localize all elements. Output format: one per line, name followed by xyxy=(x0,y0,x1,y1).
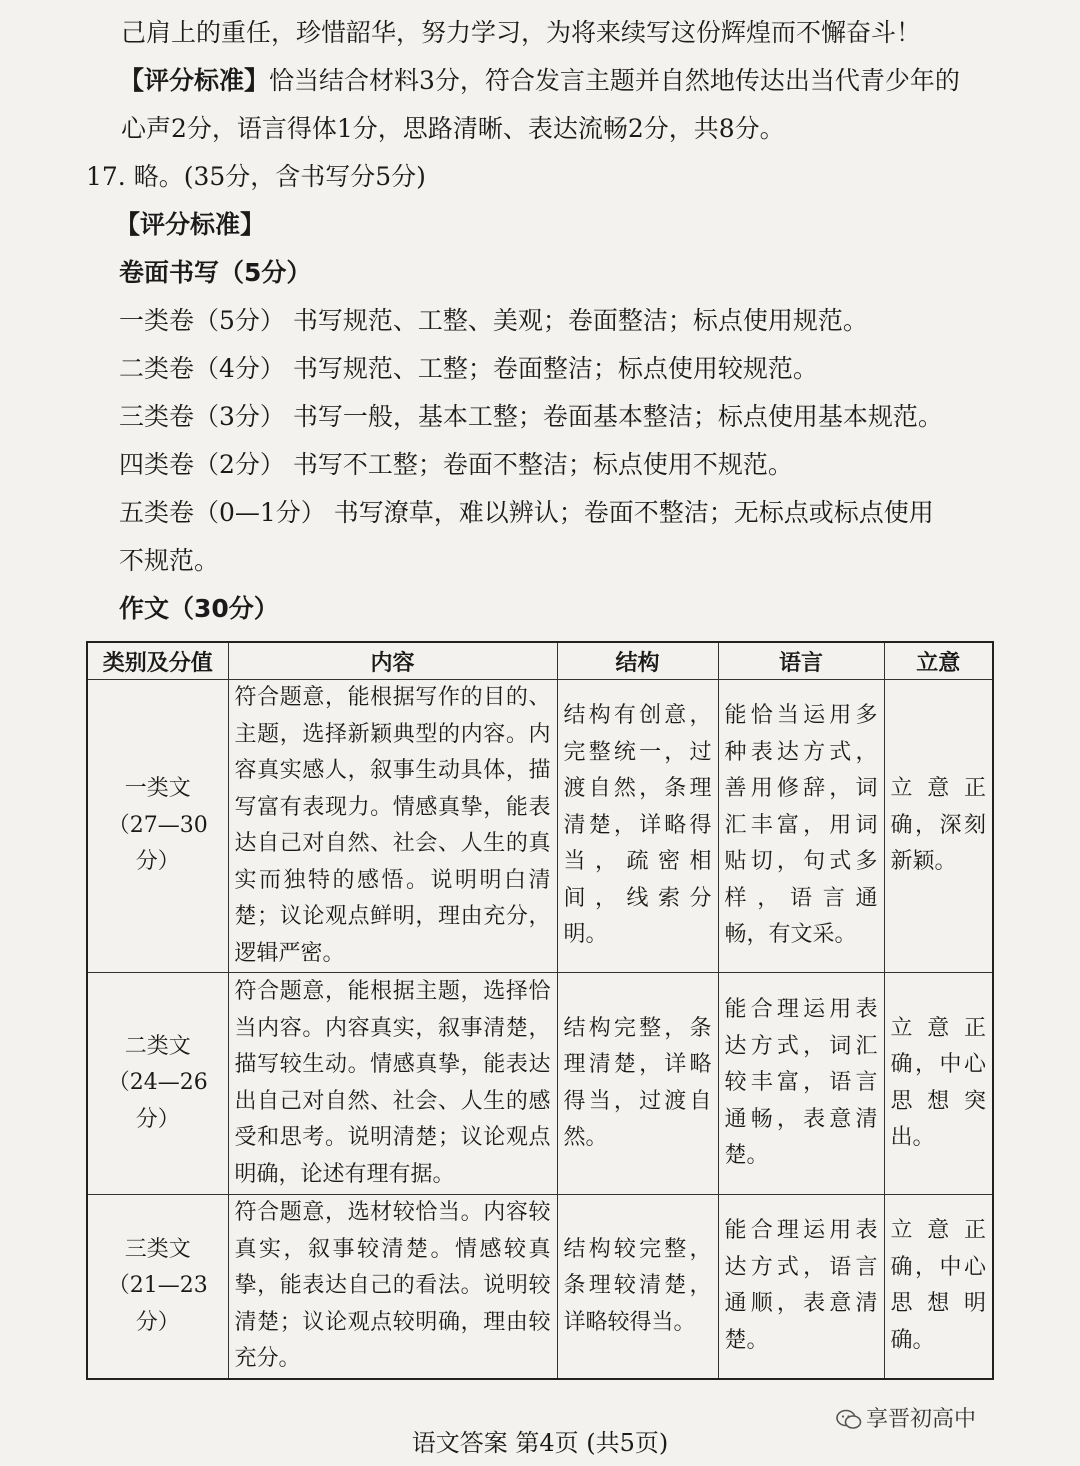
table-row xyxy=(87,680,993,973)
q17-heading: 17. 略。(35分，含书写分5分) xyxy=(86,162,426,191)
theme-cell: 立意正确，中心思想突出。 xyxy=(884,973,993,1195)
category-score: （27—30分） xyxy=(107,812,208,875)
column-header: 内容 xyxy=(228,642,557,680)
intro-line: 己肩上的重任，珍惜韶华，努力学习，为将来续写这份辉煌而不懈奋斗！ xyxy=(121,18,922,47)
column-header: 结构 xyxy=(557,642,718,680)
language-cell: 能合理运用表达方式，词汇较丰富，语言通畅，表意清楚。 xyxy=(718,973,884,1195)
q17-criteria-label: 【评分标准】 xyxy=(115,210,266,239)
table-row xyxy=(87,1195,993,1379)
language-cell: 能恰当运用多种表达方式，善用修辞，词汇丰富，用词贴切，句式多样，语言通畅，有文采。 xyxy=(718,680,884,973)
handwriting-level: 五类卷（0—1分） 书写潦草，难以辨认；卷面不整洁；无标点或标点使用 xyxy=(119,498,934,527)
category-name: 一类文 xyxy=(124,776,191,802)
column-header: 立意 xyxy=(884,642,993,680)
category-cell xyxy=(87,680,228,973)
intro-criteria xyxy=(119,64,960,98)
structure-cell: 结构完整，条理清楚，详略得当，过渡自然。 xyxy=(557,973,718,1195)
table-header-row xyxy=(87,642,993,680)
structure-cell: 结构有创意，完整统一，过渡自然，条理清楚，详略得当，疏密相间，线索分明。 xyxy=(557,680,718,973)
theme-cell: 立意正确，深刻新颖。 xyxy=(884,680,993,973)
intro-criteria-cont: 心声2分，语言得体1分，思路清晰、表达流畅2分，共8分。 xyxy=(121,114,785,143)
column-header: 语言 xyxy=(718,642,884,680)
handwriting-title: 卷面书写（5分） xyxy=(119,258,312,287)
handwriting-level: 四类卷（2分） 书写不工整；卷面不整洁；标点使用不规范。 xyxy=(119,450,793,479)
content-cell: 符合题意，能根据写作的目的、主题，选择新颖典型的内容。内容真实感人，叙事生动具体，描写富有表现力。情感真挚，能表达自己对自然、社会、人生的真实而独特的感悟。说明明白清楚；议论观点鲜明，理由充分，逻辑严密。 xyxy=(228,680,557,973)
essay-title: 作文（30分） xyxy=(119,594,279,623)
column-header: 类别及分值 xyxy=(87,642,228,680)
handwriting-level: 二类卷（4分） 书写规范、工整；卷面整洁；标点使用较规范。 xyxy=(119,354,818,383)
category-name: 三类文 xyxy=(124,1236,191,1262)
handwriting-level: 三类卷（3分） 书写一般，基本工整；卷面基本整洁；标点使用基本规范。 xyxy=(119,402,943,431)
category-name: 二类文 xyxy=(124,1033,191,1059)
structure-cell: 结构较完整，条理较清楚，详略较得当。 xyxy=(557,1195,718,1379)
theme-cell: 立意正确，中心思想明确。 xyxy=(884,1195,993,1379)
table-row xyxy=(87,973,993,1195)
content-cell: 符合题意，能根据主题，选择恰当内容。内容真实，叙事清楚，描写较生动。情感真挚，能表达出自己对自然、社会、人生的感受和思考。说明清楚；议论观点明确，论述有理有据。 xyxy=(228,973,557,1195)
page-footer: 语文答案 第4页 (共5页) xyxy=(411,1429,669,1457)
category-score: （24—26分） xyxy=(107,1070,208,1132)
category-score: （21—23分） xyxy=(107,1273,208,1335)
handwriting-level: 一类卷（5分） 书写规范、工整、美观；卷面整洁；标点使用规范。 xyxy=(119,306,868,335)
category-cell xyxy=(87,1195,228,1379)
criteria-text: 恰当结合材料3分，符合发言主题并自然地传达出当代青少年的 xyxy=(269,66,960,95)
content-cell: 符合题意，选材较恰当。内容较真实，叙事较清楚。情感较真挚，能表达自己的看法。说明较清楚；议论观点较明确，理由较充分。 xyxy=(228,1195,557,1379)
essay-grading-table xyxy=(86,641,994,1380)
handwriting-level: 不规范。 xyxy=(119,546,220,575)
wechat-label: 享晋初高中 xyxy=(866,1407,977,1432)
language-cell: 能合理运用表达方式，语言通顺，表意清楚。 xyxy=(718,1195,884,1379)
criteria-label: 【评分标准】 xyxy=(119,66,270,95)
category-cell xyxy=(87,973,228,1195)
